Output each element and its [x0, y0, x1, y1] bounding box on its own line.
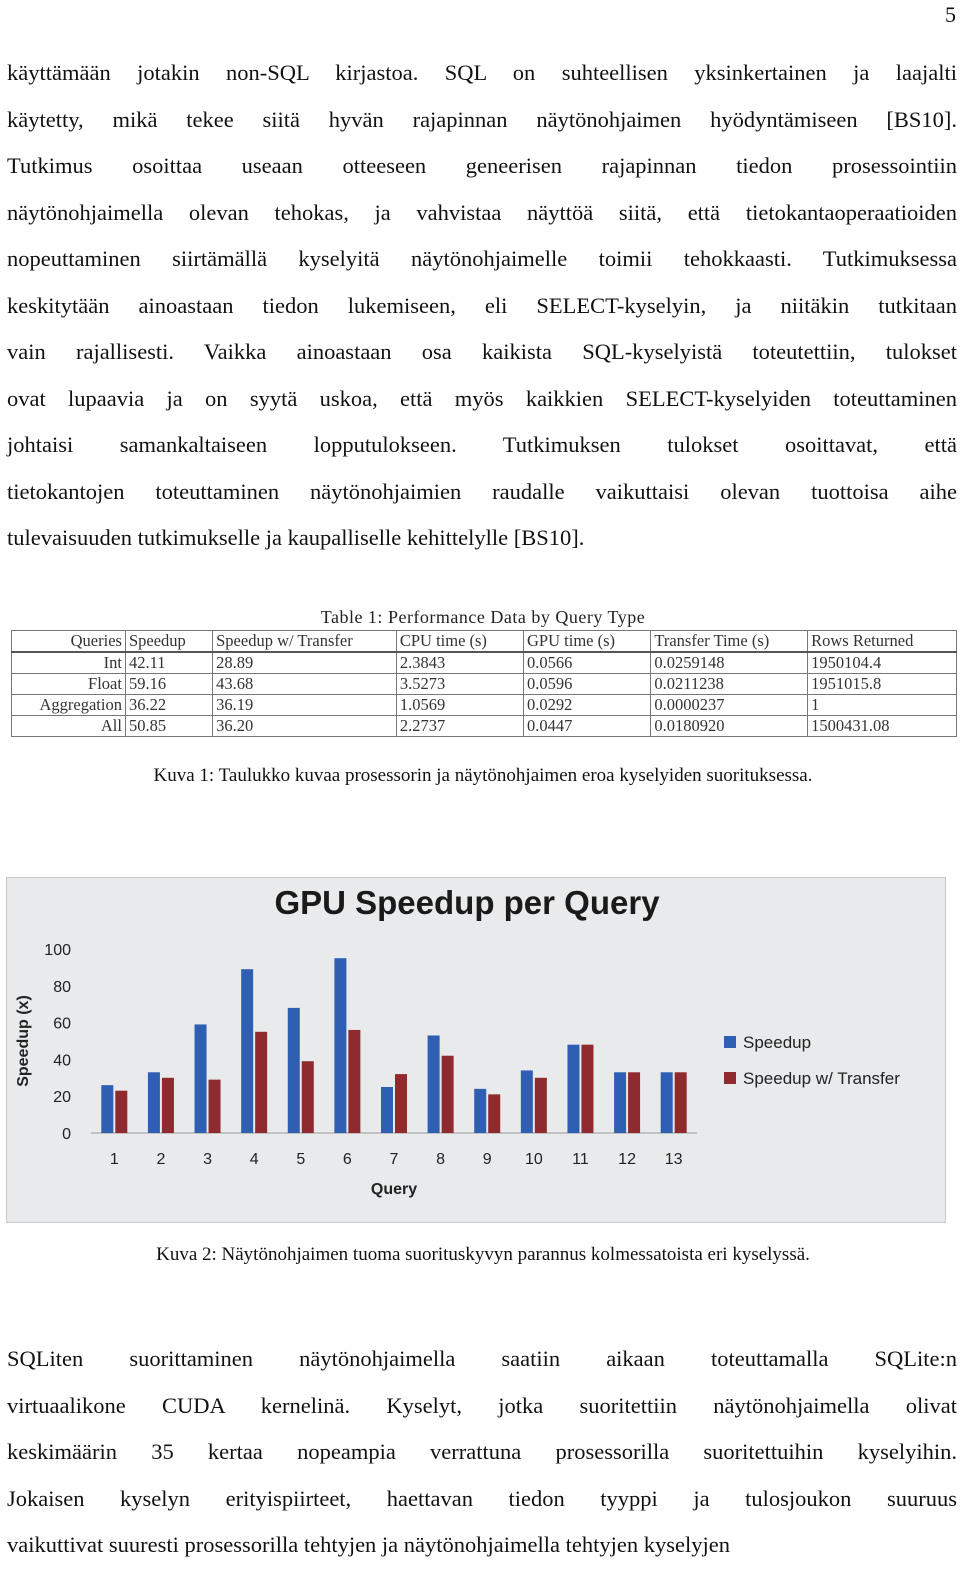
- bar-speedup: [381, 1087, 393, 1133]
- bar-speedup-transfer: [395, 1074, 407, 1133]
- text-line: tietokantojen toteuttaminen näytönohjaimien raudalle vaikuttaisi olevan tuottoisa aihe: [7, 478, 957, 504]
- text-line: virtuaalikone CUDA kernelinä. Kyselyt, jotka suoritettiin näytönohjaimella olivat: [7, 1392, 957, 1418]
- table-row: [12, 674, 957, 695]
- table-cell: 50.85: [125, 716, 212, 737]
- table-cell: Float: [12, 674, 126, 695]
- bar-speedup-transfer: [348, 1030, 360, 1133]
- table-cell: Aggregation: [12, 695, 126, 716]
- bar-speedup-transfer: [255, 1032, 267, 1133]
- table-cell: 3.5273: [396, 674, 523, 695]
- text-line: SQLiten suorittaminen näytönohjaimella saatiin aikaan toteuttamalla SQLite:n: [7, 1346, 957, 1371]
- bar-speedup: [288, 1008, 300, 1133]
- table-cell: 1.0569: [396, 695, 523, 716]
- table-header-cell: Speedup: [125, 631, 212, 653]
- bar-speedup-transfer: [581, 1045, 593, 1133]
- table-row: [12, 695, 957, 716]
- table-header-cell: Queries: [12, 631, 126, 653]
- y-tick-label: 80: [53, 978, 71, 996]
- chart-svg: [7, 878, 947, 1224]
- bar-speedup: [195, 1024, 207, 1133]
- x-tick-label: 9: [482, 1151, 492, 1168]
- table-cell: 0.0259148: [651, 652, 808, 674]
- table-cell: 0.0596: [524, 674, 651, 695]
- x-tick-label: 4: [249, 1151, 259, 1168]
- bar-speedup-transfer: [535, 1078, 547, 1133]
- chart-title: GPU Speedup per Query: [274, 884, 660, 921]
- text-line: ovat lupaavia ja on syytä uskoa, että myös kaikkien SELECT-kyselyiden toteuttaminen: [7, 385, 957, 411]
- page-number: 5: [945, 2, 956, 27]
- x-tick-label: 1: [109, 1151, 119, 1168]
- table-cell: 43.68: [213, 674, 397, 695]
- text-line: nopeuttaminen siirtämällä kyselyitä näytönohjaimelle toimii tehokkaasti. Tutkimuksessa: [7, 246, 957, 271]
- legend-swatch: [724, 1072, 736, 1084]
- text-line: Jokaisen kyselyn erityispiirteet, haettavan tiedon tyyppi ja tulosjoukon suuruus: [7, 1485, 957, 1511]
- bar-speedup-transfer: [675, 1072, 687, 1133]
- bar-speedup: [474, 1089, 486, 1133]
- text-line: käyttämään jotakin non-SQL kirjastoa. SQL on suhteellisen yksinkertainen ja laajalti: [7, 60, 957, 85]
- table-cell: 0.0447: [524, 716, 651, 737]
- legend-label: Speedup: [743, 1033, 812, 1052]
- bar-speedup-transfer: [628, 1072, 640, 1133]
- table-cell: 28.89: [213, 652, 397, 674]
- y-axis-label: Speedup (x): [15, 995, 32, 1087]
- table-header-cell: Speedup w/ Transfer: [213, 631, 397, 653]
- x-tick-label: 7: [389, 1151, 399, 1168]
- table-cell: 0.0292: [524, 695, 651, 716]
- x-tick-label: 11: [572, 1151, 589, 1168]
- text-line: näytönohjaimella olevan tehokas, ja vahvistaa näyttöä siitä, että tietokantaoperaatioiden: [7, 199, 957, 225]
- bar-speedup-transfer: [488, 1094, 500, 1133]
- text-line: tulevaisuuden tutkimukselle ja kaupalliselle kehittelylle [BS10].: [7, 525, 585, 550]
- bar-speedup: [614, 1072, 626, 1133]
- table-header-cell: GPU time (s): [524, 631, 651, 653]
- table-cell: 0.0566: [524, 652, 651, 674]
- body-paragraph-2: [7, 1336, 957, 1569]
- table-cell: 0.0180920: [651, 716, 808, 737]
- table-cell: 1951015.8: [808, 674, 957, 695]
- table-cell: 2.3843: [396, 652, 523, 674]
- bar-speedup-transfer: [209, 1080, 221, 1133]
- x-tick-label: 2: [156, 1151, 166, 1168]
- x-axis-label: Query: [370, 1181, 418, 1198]
- table-cell: 0.0000237: [651, 695, 808, 716]
- body-paragraph-1: [7, 50, 957, 562]
- x-tick-label: 12: [618, 1151, 636, 1168]
- bar-speedup: [334, 958, 346, 1133]
- x-tick-label: 5: [296, 1151, 306, 1168]
- table-header-cell: Rows Returned: [808, 631, 957, 653]
- table-row: [12, 652, 957, 674]
- legend-label: Speedup w/ Transfer: [743, 1069, 900, 1088]
- x-tick-label: 13: [664, 1151, 683, 1168]
- bar-speedup: [148, 1072, 160, 1133]
- x-tick-label: 3: [203, 1151, 212, 1168]
- text-line: johtaisi samankaltaiseen lopputulokseen. Tutkimuksen tulokset osoittavat, että: [7, 432, 957, 457]
- bar-speedup: [567, 1045, 579, 1133]
- table-title: Table 1: Performance Data by Query Type: [320, 607, 646, 627]
- y-tick-label: 20: [53, 1089, 71, 1107]
- table-cell: 1500431.08: [808, 716, 957, 737]
- bar-speedup-transfer: [442, 1056, 454, 1133]
- table-cell: 0.0211238: [651, 674, 808, 695]
- bar-speedup: [241, 969, 253, 1133]
- performance-table: [11, 630, 957, 737]
- figure-caption-2: Kuva 2: Näytönohjaimen tuoma suorituskyvyn parannus kolmessatoista eri kyselyssä.: [156, 1244, 810, 1265]
- bar-speedup-transfer: [302, 1061, 314, 1133]
- table-header-cell: CPU time (s): [396, 631, 523, 653]
- bar-speedup: [101, 1085, 113, 1133]
- table-header-cell: Transfer Time (s): [651, 631, 808, 653]
- gpu-speedup-chart: [6, 877, 946, 1223]
- table-cell: 59.16: [125, 674, 212, 695]
- x-tick-label: 6: [342, 1151, 352, 1168]
- legend-swatch: [724, 1036, 736, 1048]
- table-cell: 2.2737: [396, 716, 523, 737]
- text-line: käytetty, mikä tekee siitä hyvän rajapinnan näytönohjaimen hyödyntämiseen [BS10].: [7, 106, 957, 132]
- table-cell: All: [12, 716, 126, 737]
- text-line: keskitytään ainoastaan tiedon lukemiseen, eli SELECT-kyselyin, ja niitäkin tutkitaan: [7, 292, 957, 318]
- x-tick-label: 8: [436, 1151, 446, 1168]
- y-tick-label: 60: [53, 1015, 71, 1033]
- bar-speedup-transfer: [115, 1091, 127, 1133]
- table-header-row: [12, 631, 957, 653]
- y-tick-label: 40: [53, 1052, 71, 1070]
- bar-speedup: [428, 1035, 440, 1133]
- figure-caption-1: Kuva 1: Taulukko kuvaa prosessorin ja näytönohjaimen eroa kyselyiden suorituksessa.: [153, 765, 813, 786]
- x-tick-label: 10: [524, 1151, 543, 1168]
- bar-speedup: [521, 1070, 533, 1133]
- table-cell: 36.19: [213, 695, 397, 716]
- y-tick-label: 0: [62, 1126, 71, 1143]
- text-line: vaikuttivat suuresti prosessorilla tehtyjen ja näytönohjaimella tehtyjen kyselyjen: [7, 1532, 730, 1557]
- text-line: keskimäärin 35 kertaa nopeampia verrattuna prosessorilla suoritettuihin kyselyihin.: [7, 1439, 957, 1464]
- text-line: Tutkimus osoittaa useaan otteeseen geneerisen rajapinnan tiedon prosessointiin: [7, 153, 957, 178]
- text-line: vain rajallisesti. Vaikka ainoastaan osa kaikista SQL-kyselyistä toteutettiin, tulokset: [7, 339, 957, 364]
- bar-speedup: [661, 1072, 673, 1133]
- table-cell: 36.20: [213, 716, 397, 737]
- table-cell: Int: [12, 652, 126, 674]
- bar-speedup-transfer: [162, 1078, 174, 1133]
- table-cell: 1: [808, 695, 957, 716]
- table-cell: 36.22: [125, 695, 212, 716]
- y-tick-label: 100: [44, 942, 71, 959]
- table-cell: 42.11: [125, 652, 212, 674]
- table-row: [12, 716, 957, 737]
- table-cell: 1950104.4: [808, 652, 957, 674]
